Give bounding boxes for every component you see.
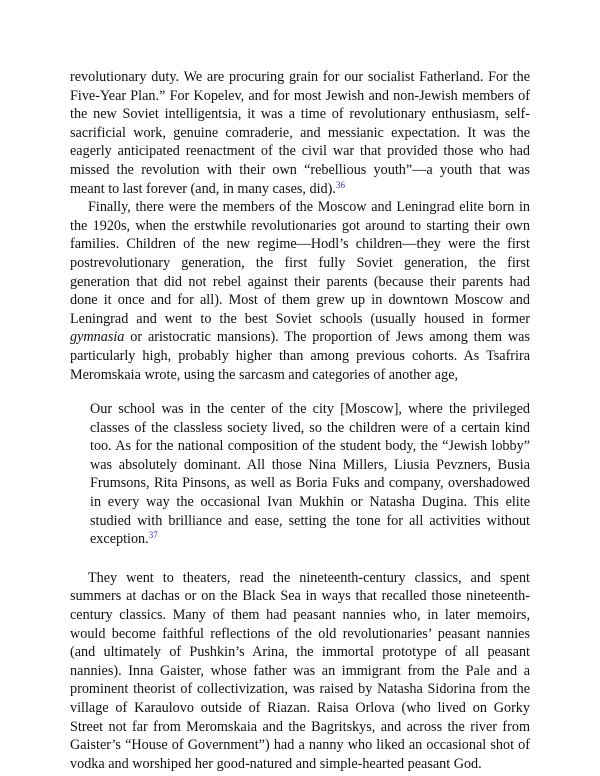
paragraph-2-italic: gymnasia (70, 329, 125, 346)
paragraph-2-text-b: or aristocratic mansions). The proportion of Jews among them was particularly high, probably higher than among previous cohorts. As Tsafrira Meromskaia wrote, using the sarcasm and categories of another age, (70, 329, 530, 383)
paragraph-2-text-a: Finally, there were the members of the Moscow and Leningrad elite born in the 1920s, when the erstwhile revolutionaries got around to starting their own families. Children of the new regime—Hodl’s children—they were the first postrevolutionary generation, the first fully Soviet generation, the first generation that did not rebel against their parents (because their parents had done it once and for all). Most of them grew up in downtown Moscow and Leningrad and went to the best Soviet schools (usually housed in former (70, 199, 530, 327)
paragraph-2 (70, 198, 530, 384)
paragraph-3 (70, 569, 530, 774)
block-quote (90, 400, 530, 549)
footnote-ref-37[interactable]: 37 (148, 530, 158, 541)
paragraph-1 (70, 68, 530, 198)
footnote-ref-36[interactable]: 36 (335, 179, 345, 190)
block-quote-text: Our school was in the center of the city [Moscow], where the privileged classes of the classless society lived, so the children were of a certain kind too. As for the national composition of the student body, the “Jewish lobby” was absolutely dominant. All those Nina Millers, Liusia Pevzners, Busia Frumsons, Rita Pinsons, as well as Boria Fuks and company, overshadowed in every way the occasional Ivan Mukhin or Natasha Dugina. This elite studied with brilliance and ease, setting the tone for all activities without exception. (90, 401, 530, 548)
paragraph-3-text: They went to theaters, read the nineteenth-century classics, and spent summers at dachas or on the Black Sea in ways that recalled those nineteenth-century classics. Many of them had peasant nannies who, in later memoirs, would become faithful reflections of the old revolutionaries’ peasant nannies (and ultimately of Pushkin’s Arina, the immortal prototype of all peasant nannies). Inna Gaister, whose father was an immigrant from the Pale and a prominent theorist of collectivization, was raised by Natasha Sidorina from the village of Karaulovo outside of Riazan. Raisa Orlova (who lived on Gorky Street not far from Meromskaia and the Bagritskys, and across the river from Gaister’s “House of Government”) had a nanny who liked an occasional shot of vodka and worshiped her good-natured and simple-hearted peasant God. (70, 569, 530, 772)
paragraph-1-text: revolutionary duty. We are procuring grain for our socialist Fatherland. For the Five-Year Plan.” For Kopelev, and for most Jewish and non-Jewish members of the new Soviet intelligentsia, it was a time of revolutionary enthusiasm, self-sacrificial work, genuine comraderie, and messianic expectation. It was the eagerly anticipated reenactment of the civil war that provided those who had missed the revolution with their own “rebellious youth”—a youth that was meant to last forever (and, in many cases, did). (70, 69, 530, 197)
